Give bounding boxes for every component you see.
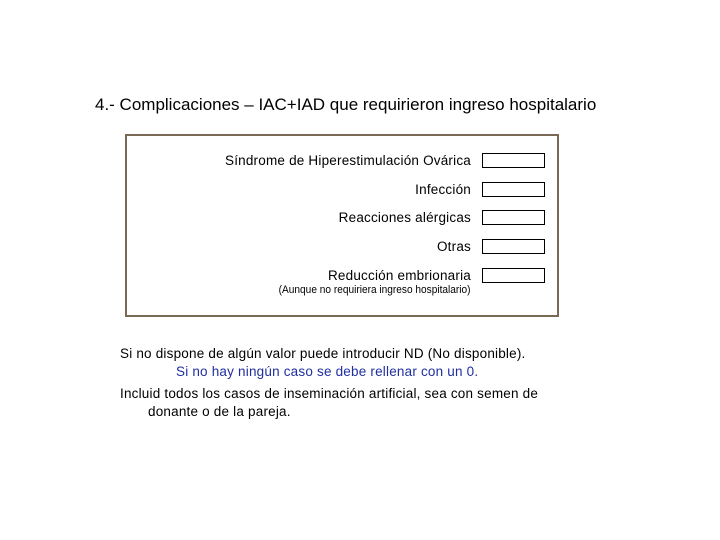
- row-label-infection: Infección: [415, 182, 471, 197]
- instruction-nd-text: Si no dispone de algún valor puede introducir ND (No disponible).: [120, 346, 526, 361]
- page-title: 4.- Complicaciones – IAC+IAD que requirieron ingreso hospitalario: [95, 95, 597, 114]
- row-infection: [127, 180, 557, 200]
- row-embryo-reduction: [127, 266, 557, 296]
- row-ohss: [127, 151, 557, 171]
- ohss-input[interactable]: [482, 153, 545, 168]
- instructions: [120, 345, 580, 425]
- infection-input[interactable]: [482, 182, 545, 197]
- instruction-include: Incluid todos los casos de inseminación artificial, sea con semen de donante o de la pareja.: [120, 386, 539, 419]
- row-other: [127, 237, 557, 257]
- embryo-reduction-input[interactable]: [482, 268, 545, 283]
- other-input[interactable]: [482, 239, 545, 254]
- instruction-zero-text: Si no hay ningún caso se debe rellenar con un 0.: [176, 364, 479, 379]
- row-label-allergic: Reacciones alérgicas: [338, 210, 471, 225]
- complications-form: [125, 134, 559, 317]
- row-label-embryo-reduction: Reducción embrionaria: [327, 268, 471, 283]
- row-label-other: Otras: [436, 239, 471, 254]
- instruction-nd: [120, 345, 580, 381]
- row-allergic: [127, 208, 557, 228]
- row-label-ohss: Síndrome de Hiperestimulación Ovárica: [224, 153, 471, 168]
- allergic-reactions-input[interactable]: [482, 210, 545, 225]
- row-note-embryo-reduction: (Aunque no requiriera ingreso hospitalario): [279, 284, 471, 296]
